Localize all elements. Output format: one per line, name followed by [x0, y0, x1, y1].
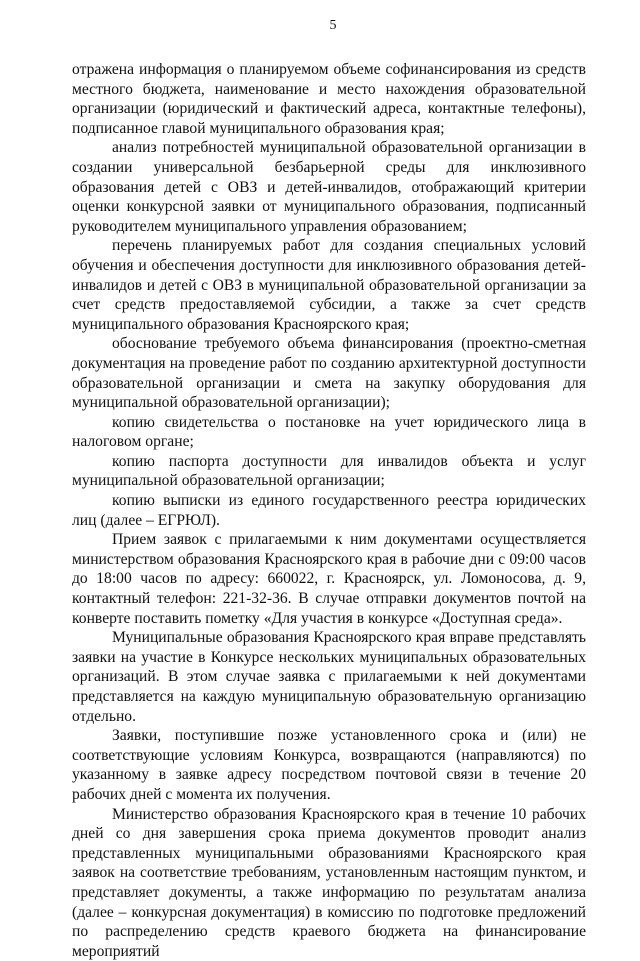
paragraph: копию паспорта доступности для инвалидов объекта и услуг муниципальной образовательной организации; — [72, 452, 586, 490]
paragraph: обоснование требуемого объема финансирования (проектно-сметная документация на проведение работ по созданию архитектурной доступности образовательной организации и смета на закупку оборудования для муниципальной образовательной организации); — [72, 335, 586, 412]
page-number: 5 — [329, 18, 337, 33]
paragraph: Заявки, поступившие позже установленного срока и (или) не соответствующие условиям Конкурса, возвращаются (направляются) по указанному в заявке адресу посредством почтовой связи в течение 20 рабочих дней с момента их получения. — [72, 727, 586, 803]
paragraph: копию выписки из единого государственного реестра юридических лиц (далее – ЕГРЮЛ). — [72, 492, 586, 529]
document-page — [72, 18, 586, 961]
paragraph: Министерство образования Красноярского края в течение 10 рабочих дней со дня завершения срока приема документов проводит анализ представленных муниципальными образованиями Красноярского края заявок на соответствие требованиям, установленным настоящим пунктом, и представляет документы, а также информацию по результатам анализа (далее – конкурсная документация) в комиссию по подготовке предложений по распределению средств краевого бюджета на финансирование мероприятий — [72, 805, 586, 960]
paragraph: анализ потребностей муниципальной образовательной организации в создании универсальной безбарьерной среды для инклюзивного образования детей с ОВЗ и детей-инвалидов, отображающий критерии оценки конкурсной заявки от муниципального образования, подписанный руководителем муниципального управления образованием; — [72, 139, 586, 235]
paragraph: Прием заявок с прилагаемыми к ним документами осуществляется министерством образования Красноярского края в рабочие дни с 09:00 часов до 18:00 часов по адресу: 660022, г. Красноярск, ул. Ломоносова, д. 9, контактный телефон: 221-32-36. В случае отправки документов почтой на конверте поставить пометку «Для участия в конкурсе «Доступная среда». — [72, 531, 586, 627]
paragraph: перечень планируемых работ для создания специальных условий обучения и обеспечения доступности для инклюзивного образования детей-инвалидов и детей с ОВЗ в муниципальной образовательной организации за счет средств предоставляемой субсидии, а также за счет средств муниципального образования Красноярского края; — [72, 237, 586, 333]
paragraph: копию свидетельства о постановке на учет юридического лица в налоговом органе; — [72, 413, 586, 451]
paragraph: отражена информация о планируемом объеме софинансирования из средств местного бюджета, наименование и место нахождения образовательной организации (юридический и фактический адреса, контактные телефоны), подписанное главой муниципального образования края; — [72, 61, 586, 137]
paragraph: Муниципальные образования Красноярского края вправе представлять заявки на участие в Конкурсе нескольких муниципальных образовательных организаций. В этом случае заявка с прилагаемыми к ней документами представляется на каждую муниципальную образовательную организацию отдельно. — [72, 629, 586, 725]
